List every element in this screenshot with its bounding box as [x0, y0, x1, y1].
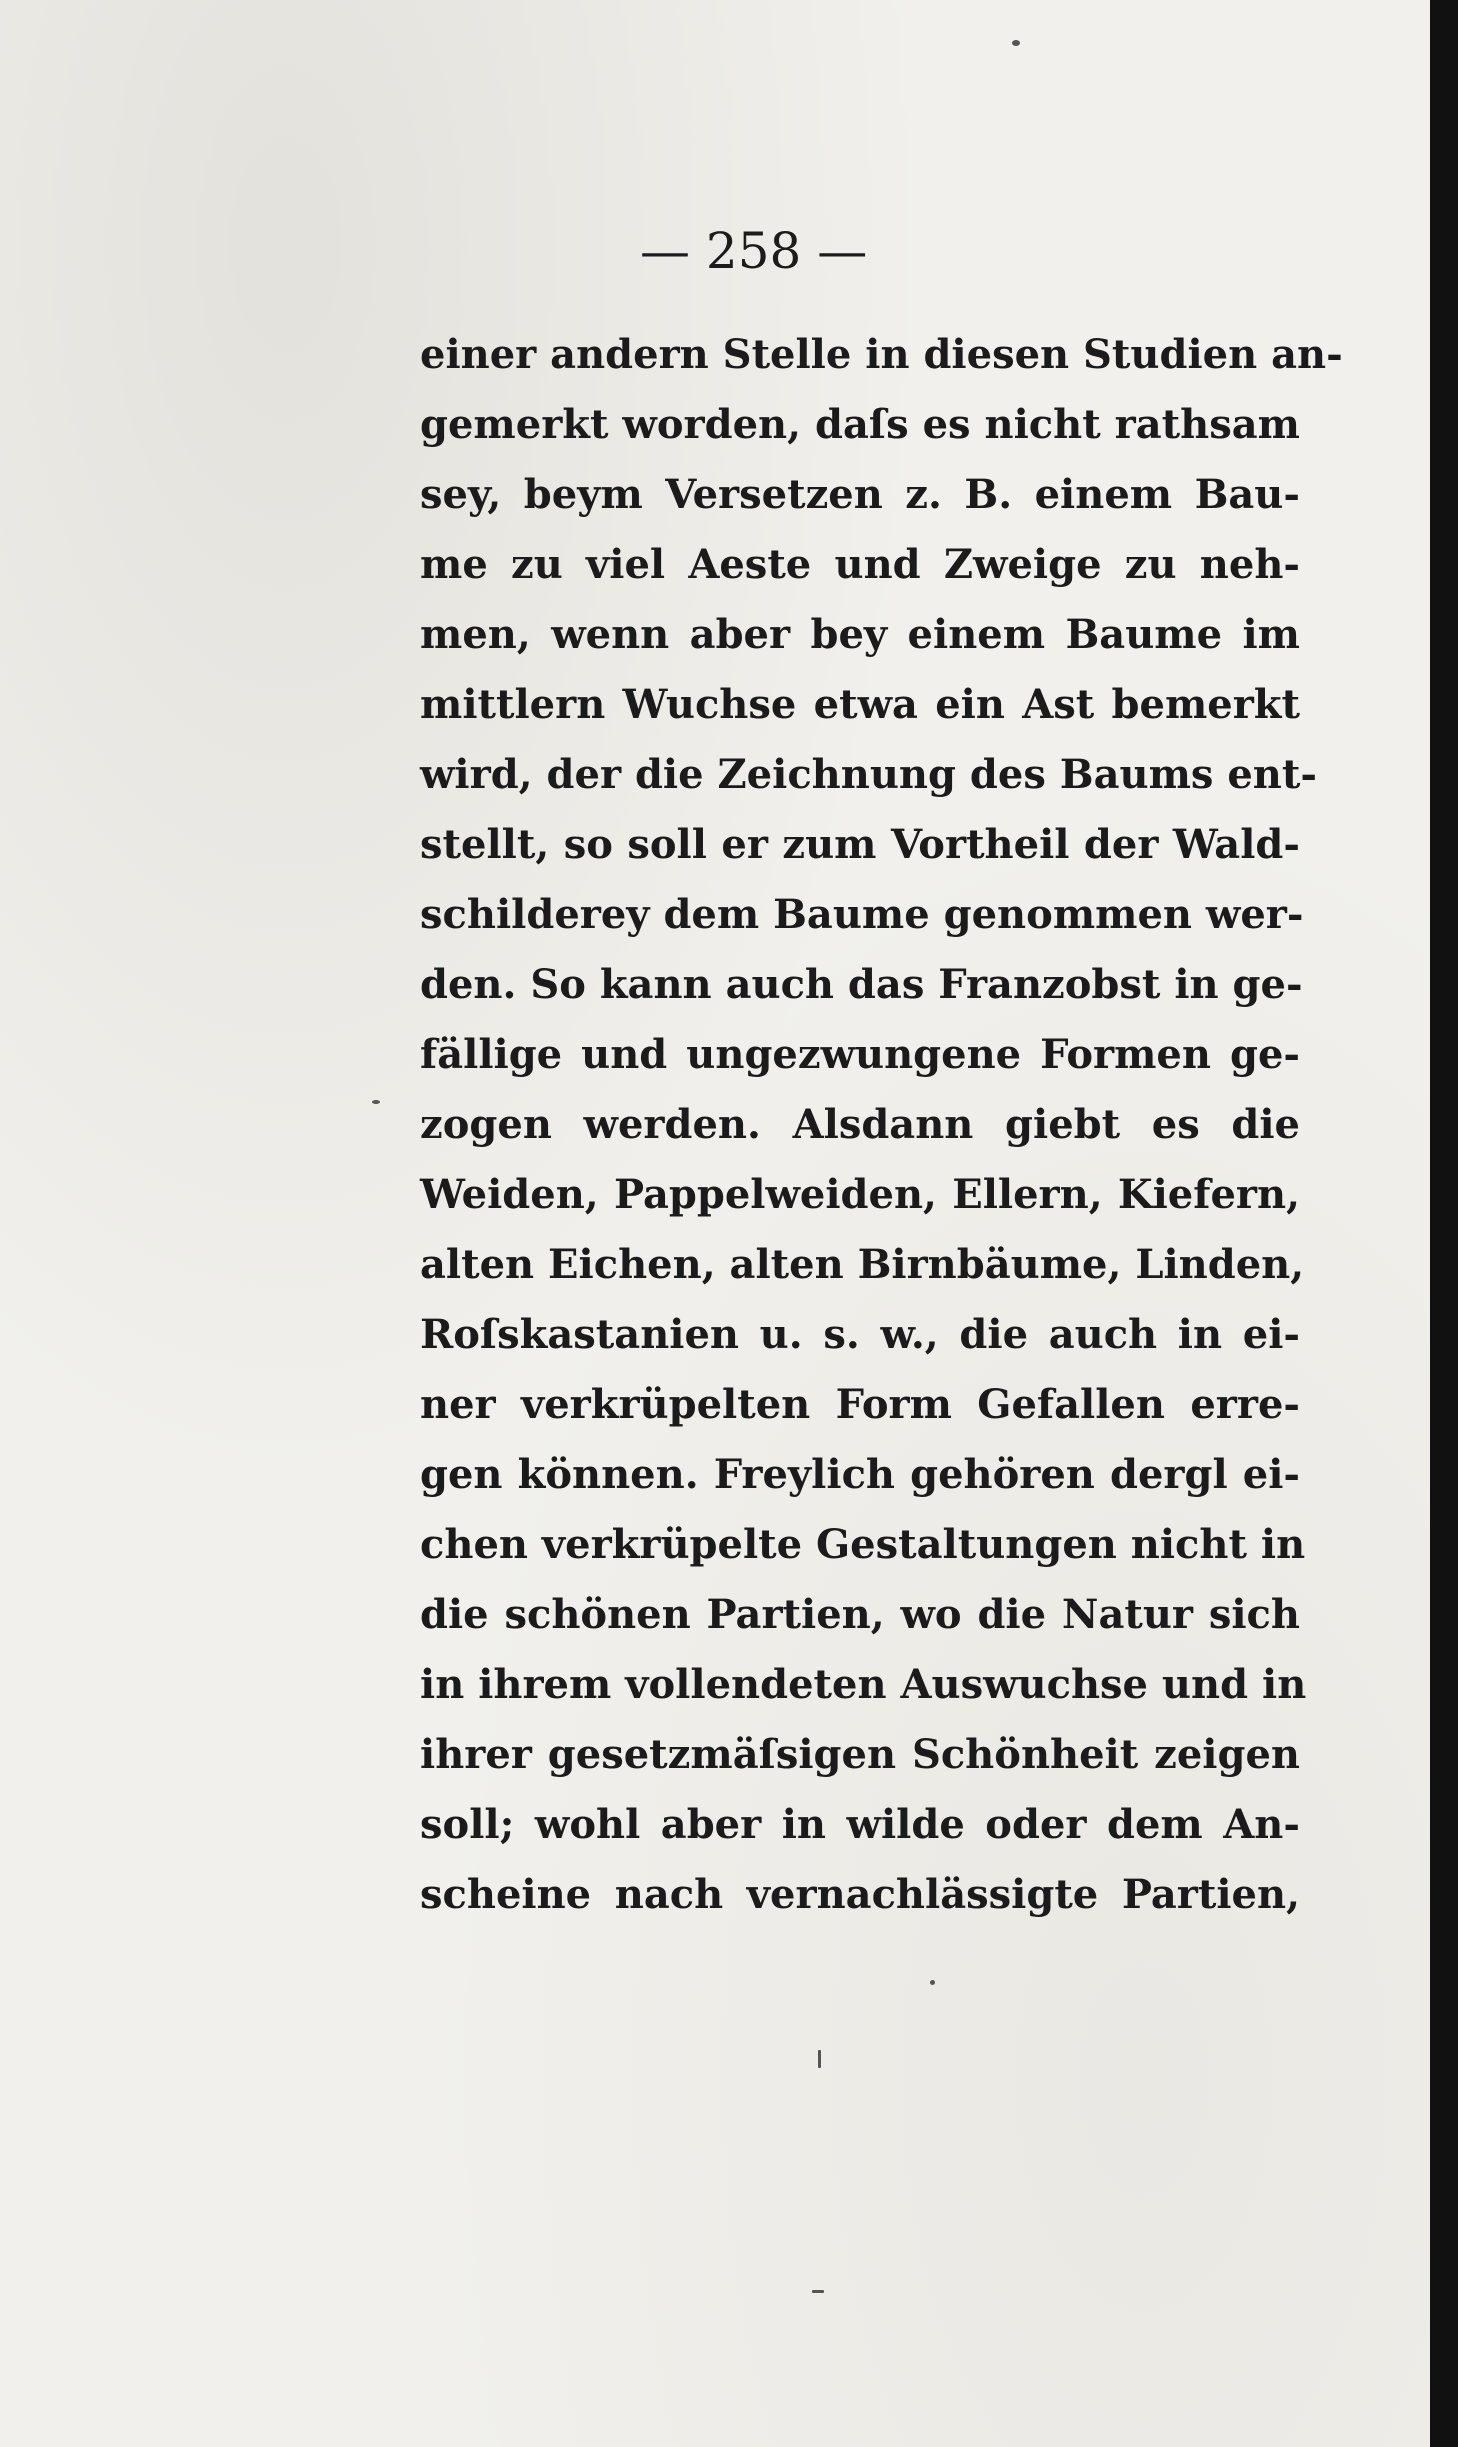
text-line: gemerkt worden, daſs es nicht rathsam — [420, 401, 1300, 448]
paper-speck — [930, 1980, 935, 1985]
text-line: gen können. Freylich gehören dergl ei- — [420, 1451, 1300, 1498]
text-line: men, wenn aber bey einem Baume im — [420, 611, 1300, 658]
text-line: Roſskastanien u. s. w., die auch in ei- — [420, 1311, 1300, 1358]
text-line: wird, der die Zeichnung des Baums ent- — [420, 751, 1317, 798]
text-line: mittlern Wuchse etwa ein Ast bemerkt — [420, 681, 1300, 728]
text-line: alten Eichen, alten Birnbäume, Linden, — [420, 1241, 1305, 1288]
text-line: die schönen Partien, wo die Natur sich — [420, 1591, 1300, 1638]
text-line: ner verkrüpelten Form Gefallen erre- — [420, 1381, 1300, 1428]
text-line: ihrer gesetzmäſsigen Schönheit zeigen — [420, 1731, 1300, 1778]
paper-speck — [812, 2290, 824, 2293]
text-line: Weiden, Pappelweiden, Ellern, Kiefern, — [420, 1171, 1300, 1218]
paper-speck — [372, 1100, 380, 1104]
paper-speck — [818, 2050, 821, 2068]
text-line: schilderey dem Baume genommen wer- — [420, 891, 1304, 938]
text-line: sey, beym Versetzen z. B. einem Bau- — [420, 471, 1300, 518]
text-line: me zu viel Aeste und Zweige zu neh- — [420, 541, 1300, 588]
scan-edge — [1430, 0, 1458, 2447]
paper-speck — [1012, 40, 1020, 46]
page-number: — 258 — — [640, 222, 868, 280]
text-line: in ihrem vollendeten Auswuchse und in — [420, 1661, 1307, 1708]
text-line: soll; wohl aber in wilde oder dem An- — [420, 1801, 1300, 1848]
text-line: zogen werden. Alsdann giebt es die — [420, 1101, 1300, 1148]
text-line: stellt, so soll er zum Vortheil der Wald- — [420, 821, 1300, 868]
text-line: chen verkrüpelte Gestaltungen nicht in — [420, 1521, 1306, 1568]
text-line: scheine nach vernachlässigte Partien, — [420, 1871, 1300, 1918]
text-line: den. So kann auch das Franzobst in ge- — [420, 961, 1303, 1008]
body-text — [420, 320, 1343, 1930]
text-line: einer andern Stelle in diesen Studien an- — [420, 331, 1343, 378]
text-line: fällige und ungezwungene Formen ge- — [420, 1031, 1300, 1078]
